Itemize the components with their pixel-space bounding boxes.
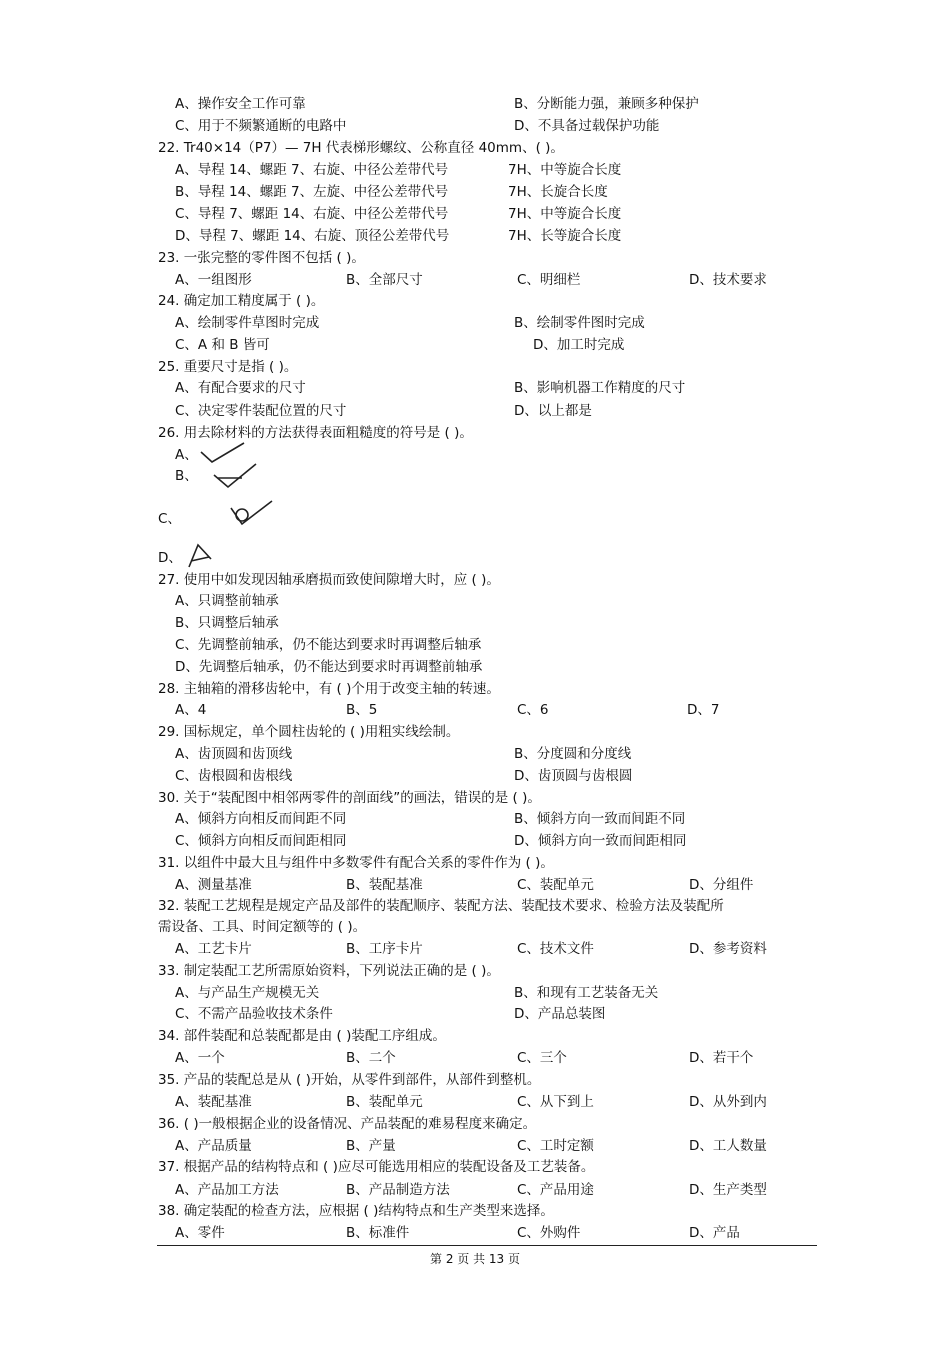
q33-option-a: A、与产品生产规模无关	[175, 985, 320, 1001]
q22-option-c-tail: 7H、中等旋合长度	[508, 206, 622, 222]
q34-option-a: A、一个	[175, 1050, 225, 1066]
q37-option-a: A、产品加工方法	[175, 1182, 279, 1198]
q26-option-d: D、	[158, 550, 182, 566]
q30-option-a: A、倾斜方向相反而间距不同	[175, 811, 347, 827]
q36-option-d: D、工人数量	[689, 1138, 767, 1154]
q22-option-a-tail: 7H、中等旋合长度	[508, 162, 622, 178]
q33-option-d: D、产品总装图	[514, 1006, 606, 1022]
q22-option-c: C、导程 7、螺距 14、右旋、中径公差带代号	[175, 206, 449, 222]
roughness-symbol-b-icon	[212, 461, 260, 491]
q23-option-b: B、全部尺寸	[346, 272, 423, 288]
roughness-symbol-c-icon	[228, 498, 276, 528]
q24-option-b: B、绘制零件图时完成	[514, 315, 645, 331]
q36-option-b: B、产量	[346, 1138, 396, 1154]
q31-stem: 31. 以组件中最大且与组件中多数零件有配合关系的零件作为 ( )。	[158, 855, 554, 871]
q32-option-c: C、技术文件	[517, 941, 594, 957]
roughness-symbol-d-icon	[183, 541, 219, 569]
q26-stem: 26. 用去除材料的方法获得表面粗糙度的符号是 ( )。	[158, 425, 473, 441]
q36-stem: 36. ( )一般根据企业的设备情况、产品装配的难易程度来确定。	[158, 1116, 537, 1132]
q21-option-d: D、不具备过载保护功能	[514, 118, 660, 134]
q37-stem: 37. 根据产品的结构特点和 ( )应尽可能选用相应的装配设备及工艺装备。	[158, 1159, 595, 1175]
q29-stem: 29. 国标规定，单个圆柱齿轮的 ( )用粗实线绘制。	[158, 724, 460, 740]
q25-option-d: D、以上都是	[514, 403, 592, 419]
q22-option-b-tail: 7H、长旋合长度	[508, 184, 608, 200]
q25-option-b: B、影响机器工作精度的尺寸	[514, 380, 686, 396]
q22-option-d-tail: 7H、长等旋合长度	[508, 228, 622, 244]
q31-option-d: D、分组件	[689, 877, 754, 893]
q25-option-c: C、决定零件装配位置的尺寸	[175, 403, 347, 419]
q22-option-a: A、导程 14、螺距 7、右旋、中径公差带代号	[175, 162, 449, 178]
q21-option-a: A、操作安全工作可靠	[175, 96, 306, 112]
page-number: 第 2 页 共 13 页	[430, 1252, 520, 1266]
q35-option-a: A、装配基准	[175, 1094, 252, 1110]
q29-option-c: C、齿根圆和齿根线	[175, 768, 293, 784]
q23-option-c: C、明细栏	[517, 272, 581, 288]
q26-option-b: B、	[175, 468, 198, 484]
q24-option-c: C、A 和 B 皆可	[175, 337, 270, 353]
q30-option-c: C、倾斜方向相反而间距相同	[175, 833, 347, 849]
q25-option-a: A、有配合要求的尺寸	[175, 380, 306, 396]
q27-stem: 27. 使用中如发现因轴承磨损而致使间隙增大时，应 ( )。	[158, 572, 500, 588]
q34-stem: 34. 部件装配和总装配都是由 ( )装配工序组成。	[158, 1028, 446, 1044]
q37-option-c: C、产品用途	[517, 1182, 594, 1198]
q31-option-b: B、装配基准	[346, 877, 423, 893]
q21-option-c: C、用于不频繁通断的电路中	[175, 118, 347, 134]
q25-stem: 25. 重要尺寸是指 ( )。	[158, 359, 298, 375]
q27-option-c: C、先调整前轴承，仍不能达到要求时再调整后轴承	[175, 637, 482, 653]
q38-option-b: B、标准件	[346, 1225, 410, 1241]
q37-option-b: B、产品制造方法	[346, 1182, 450, 1198]
q38-stem: 38. 确定装配的检查方法，应根据 ( )结构特点和生产类型来选择。	[158, 1203, 554, 1219]
q35-option-c: C、从下到上	[517, 1094, 594, 1110]
q32-stem-line2: 需设备、工具、时间定额等的 ( )。	[158, 919, 367, 935]
q33-option-c: C、不需产品验收技术条件	[175, 1006, 333, 1022]
q38-option-a: A、零件	[175, 1225, 225, 1241]
q35-option-b: B、装配单元	[346, 1094, 423, 1110]
q38-option-d: D、产品	[689, 1225, 740, 1241]
q23-option-a: A、一组图形	[175, 272, 252, 288]
q27-option-b: B、只调整后轴承	[175, 615, 279, 631]
q32-option-a: A、工艺卡片	[175, 941, 252, 957]
q35-stem: 35. 产品的装配总是从 ( )开始，从零件到部件，从部件到整机。	[158, 1072, 541, 1088]
q21-option-b: B、分断能力强，兼顾多种保护	[514, 96, 699, 112]
q36-option-c: C、工时定额	[517, 1138, 594, 1154]
q34-option-c: C、三个	[517, 1050, 567, 1066]
q24-option-a: A、绘制零件草图时完成	[175, 315, 320, 331]
q28-option-d: D、7	[687, 702, 720, 718]
q29-option-d: D、齿顶圆与齿根圆	[514, 768, 633, 784]
q27-option-d: D、先调整后轴承，仍不能达到要求时再调整前轴承	[175, 659, 483, 675]
q24-option-d: D、加工时完成	[533, 337, 625, 353]
q22-option-b: B、导程 14、螺距 7、左旋、中径公差带代号	[175, 184, 449, 200]
q26-option-c: C、	[158, 511, 181, 527]
q36-option-a: A、产品质量	[175, 1138, 252, 1154]
q31-option-c: C、装配单元	[517, 877, 594, 893]
q33-option-b: B、和现有工艺装备无关	[514, 985, 659, 1001]
q22-stem: 22. Tr40×14（P7）— 7H 代表梯形螺纹、公称直径 40mm、( )。	[158, 140, 564, 156]
q32-option-b: B、工序卡片	[346, 941, 423, 957]
footer-rule	[157, 1245, 817, 1246]
q28-option-c: C、6	[517, 702, 549, 718]
q22-option-d: D、导程 7、螺距 14、右旋、顶径公差带代号	[175, 228, 450, 244]
q34-option-b: B、二个	[346, 1050, 396, 1066]
q23-stem: 23. 一张完整的零件图不包括 ( )。	[158, 250, 365, 266]
q30-option-d: D、倾斜方向一致而间距相同	[514, 833, 687, 849]
q27-option-a: A、只调整前轴承	[175, 593, 279, 609]
q28-option-a: A、4	[175, 702, 207, 718]
q29-option-a: A、齿顶圆和齿顶线	[175, 746, 293, 762]
q31-option-a: A、测量基准	[175, 877, 252, 893]
q37-option-d: D、生产类型	[689, 1182, 767, 1198]
q30-stem: 30. 关于“装配图中相邻两零件的剖面线”的画法，错误的是 ( )。	[158, 790, 541, 806]
q29-option-b: B、分度圆和分度线	[514, 746, 632, 762]
q30-option-b: B、倾斜方向一致而间距不同	[514, 811, 686, 827]
q33-stem: 33. 制定装配工艺所需原始资料，下列说法正确的是 ( )。	[158, 963, 500, 979]
q34-option-d: D、若干个	[689, 1050, 754, 1066]
q23-option-d: D、技术要求	[689, 272, 767, 288]
q24-stem: 24. 确定加工精度属于 ( )。	[158, 293, 325, 309]
q35-option-d: D、从外到内	[689, 1094, 767, 1110]
q32-stem-line1: 32. 装配工艺规程是规定产品及部件的装配顺序、装配方法、装配技术要求、检验方法及装配所	[158, 898, 724, 914]
q38-option-c: C、外购件	[517, 1225, 581, 1241]
q32-option-d: D、参考资料	[689, 941, 767, 957]
q28-stem: 28. 主轴箱的滑移齿轮中，有 ( )个用于改变主轴的转速。	[158, 681, 500, 697]
q26-option-a: A、	[175, 447, 198, 463]
q28-option-b: B、5	[346, 702, 378, 718]
